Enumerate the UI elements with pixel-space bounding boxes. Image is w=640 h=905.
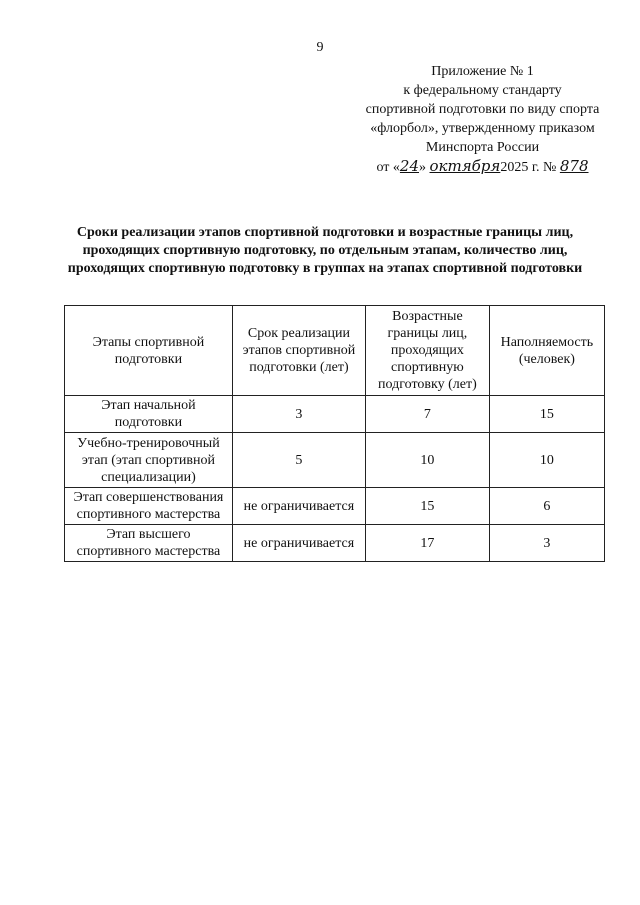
order-date-line [340,157,625,177]
page-number: 9 [316,40,324,55]
cell-occupancy: 3 [489,525,604,562]
cell-stage: Учебно-тренировочный этап (этап спортивной специализации) [65,433,233,488]
header-occupancy: Наполняемость (человек) [489,306,604,396]
cell-age: 10 [365,433,489,488]
appendix-block [340,62,625,177]
appendix-line-5: Минспорта России [425,140,540,155]
order-number: 878 [559,157,589,175]
appendix-line-2: к федеральному стандарту [403,83,562,98]
date-day: 24 [399,157,419,175]
date-sep: » [419,160,430,175]
cell-age: 15 [365,488,489,525]
header-stages: Этапы спортивной подготовки [65,306,233,396]
appendix-line-3: спортивной подготовки по виду спорта [365,102,600,117]
table-row [65,488,605,525]
cell-stage: Этап высшего спортивного мастерства [65,525,233,562]
date-month: октября [429,157,501,175]
cell-occupancy: 6 [489,488,604,525]
document-title: Сроки реализации этапов спортивной подготовки и возрастные границы лиц, проходящих спортивную подготовку, по отдельным этапам, количество лиц, проходящих спортивную подготовку в группах на этапах спортивной подготовки [67,225,583,276]
date-year: 2025 г. № [500,160,557,175]
header-duration: Срок реализации этапов спортивной подготовки (лет) [232,306,365,396]
header-age: Возрастные границы лиц, проходящих спортивную подготовку (лет) [365,306,489,396]
appendix-line-4: «флорбол», утвержденному приказом [370,121,595,136]
cell-age: 7 [365,396,489,433]
cell-occupancy: 15 [489,396,604,433]
cell-duration: не ограничивается [232,488,365,525]
date-prefix: от « [376,160,400,175]
cell-duration: 3 [232,396,365,433]
table-row [65,525,605,562]
table-row [65,433,605,488]
cell-duration: 5 [232,433,365,488]
cell-occupancy: 10 [489,433,604,488]
cell-stage: Этап совершенствования спортивного мастерства [65,488,233,525]
table-header-row [65,306,605,396]
cell-duration: не ограничивается [232,525,365,562]
table-row [65,396,605,433]
cell-age: 17 [365,525,489,562]
training-stages-table [64,305,605,562]
cell-stage: Этап начальной подготовки [65,396,233,433]
appendix-line-1: Приложение № 1 [431,64,534,79]
